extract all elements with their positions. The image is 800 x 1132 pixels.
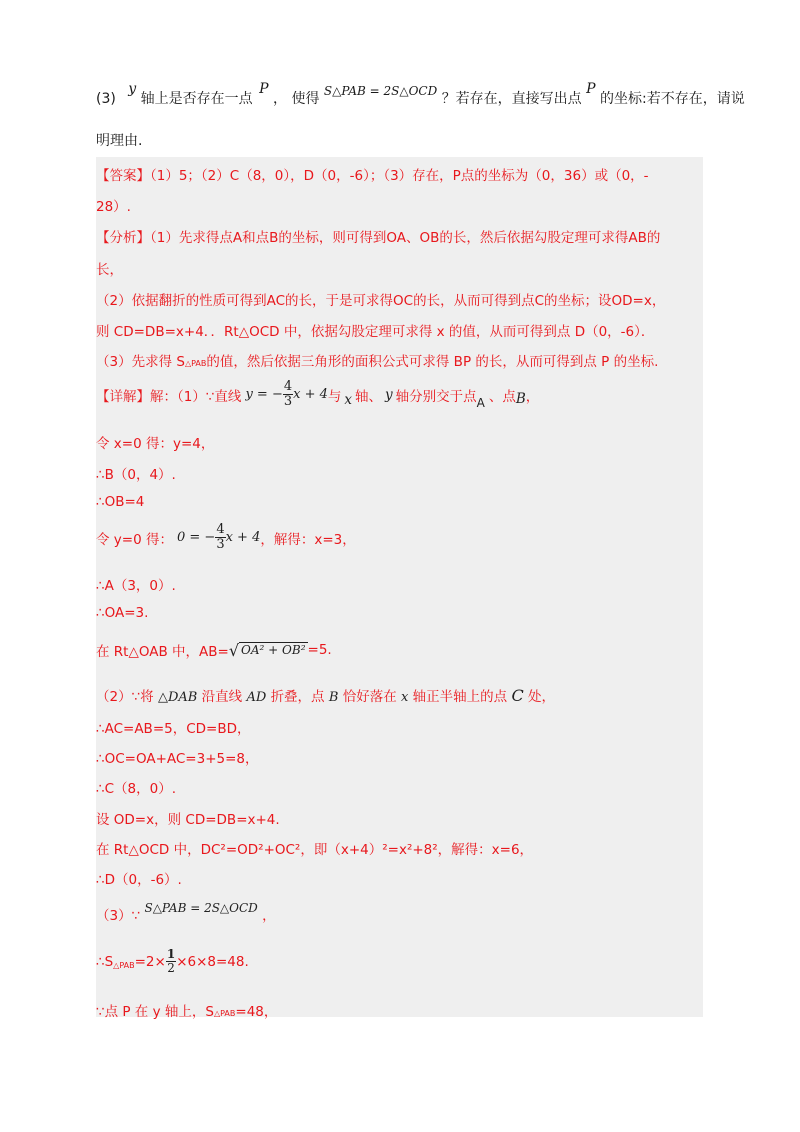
p3-formula: S△PAB = 2S△OCD [144,901,258,915]
detail-line-14: 在 Rt△OCD 中，DC²=OD²+OC²，即（x+4）²=x²+8²，解得：x=6， [96,842,534,858]
detail-line-13: 设 OD=x，则 CD=DB=x+4. [96,812,280,828]
frac-den-2: 3 [216,537,225,552]
detail-line-3: ∴B（0，4）. [96,467,176,483]
eq2-lhs: 0 = − [176,530,216,545]
detail-sep: 、点 [488,388,516,405]
half-den: 2 [167,961,175,975]
question-text-2: ， 使得 [273,91,320,107]
question-number: (3) [96,91,116,107]
analysis-line-5-b: 的值，然后依据三角形的面积公式可求得 BP 的长，从而可得到点 P 的坐标. [206,354,659,370]
p3-b: ， [262,908,276,924]
detail-line-2: 令 x=0 得：y=4， [96,436,215,452]
p2-c: 折叠，点 [270,689,325,705]
detail-line-4: ∴OB=4 [96,494,145,510]
detail-line-8 [96,640,332,660]
detail-line-17 [96,948,249,975]
analysis-line-1: 【分析】（1）先求得点A和点B的坐标，则可得到OA、OB的长，然后依据勾股定理可求得AB的 [96,230,661,246]
s15-b: =48， [235,1004,278,1020]
detail-axis1: 轴、 [355,388,383,405]
sqrt-body: OA² + OB² [241,642,306,657]
half-num: 1 [166,947,176,961]
p2-x: x [401,690,409,705]
s14-sub: △PAB [113,961,135,970]
detail-lead: 【详解】解：（1）∵直线 [96,388,242,405]
point-a: A [476,395,485,410]
question-text-4: 的坐标:若不存在，请说 [600,91,745,107]
p2-ad: AD [246,690,267,705]
detail-with: 与 [327,388,342,405]
s15-sub: △PAB [213,1009,236,1018]
eq1-fraction [283,380,293,409]
detail-line-12: ∴C（8，0）. [96,781,176,797]
var-x: x [344,391,353,408]
eq1-rhs: x + 4 [293,387,328,402]
detail-line-5 [96,523,356,552]
detail-comma: ， [525,388,540,405]
s15-a: ∵点 P 在 y 轴上，S [96,1004,214,1020]
analysis-line-5 [96,350,658,370]
eq2-fraction [215,523,225,552]
analysis-line-2: 长， [96,262,123,278]
p3-a: （3）∵ [96,908,141,924]
p2-d: 恰好落在 [342,689,397,705]
p2-c-point: C [511,686,524,705]
var-y: y [128,81,137,97]
var-p-2: P [586,81,596,97]
question-text-1: 轴上是否存在一点 [140,91,253,107]
frac-num: 4 [283,379,293,394]
detail-line-18 [96,1000,277,1020]
p2-e: 轴正半轴上的点 [412,689,508,705]
detail-line-15: ∴D（0，-6）. [96,872,182,888]
solution-panel [96,157,703,1017]
answer-line-2: 28）. [96,199,131,215]
detail-s7-b: =5. [307,642,332,658]
s14-a: ∴S [96,953,114,970]
p2-b-point: B [328,690,339,705]
detail-line-11: ∴OC=OA+AC=3+5=8， [96,751,259,767]
eq2-rhs: x + 4 [225,530,261,545]
detail-line-1 [96,380,539,409]
question-line-2: 明理由. [96,133,143,149]
half-fraction [166,948,176,975]
s14-c: ×6×8=48. [176,953,249,970]
sqrt-icon: √ [228,640,240,660]
analysis-line-5-sub: △PAB [184,359,207,368]
detail-line-16 [96,901,276,924]
detail-line-10: ∴AC=AB=5，CD=BD， [96,721,251,737]
detail-s7-a: 在 Rt△OAB 中，AB= [96,644,229,660]
p2-f: 处， [528,689,555,705]
frac-num-2: 4 [216,522,225,537]
p2-triangle: △DAB [157,690,198,705]
detail-s4-b: ，解得：x=3， [260,531,356,548]
detail-axis2: 轴分别交于点 [395,388,477,405]
answer-line-1: 【答案】（1）5；（2）C（8，0），D（0，-6）；（3）存在，P点的坐标为（0，36）或（0，- [96,168,649,184]
eq1-lhs: y = − [245,387,283,402]
var-p: P [259,81,269,97]
point-b: B [515,390,526,407]
analysis-line-4: 则 CD=DB=x+4．．Rt△OCD 中，依据勾股定理可求得 x 的值，从而可得到点 D（0，-6）． [96,324,655,340]
frac-den: 3 [283,394,293,409]
detail-line-7: ∴OA=3. [96,605,149,621]
analysis-line-5-a: （3）先求得 S [96,354,185,370]
p2-a: （2）∵将 [96,689,154,705]
detail-s4-a: 令 y=0 得： [96,531,173,548]
detail-line-9 [96,685,555,705]
detail-line-6: ∴A（3，0）. [96,578,176,594]
var-y-2: y [385,386,393,403]
area-formula: S△PAB = 2S△OCD [323,84,438,98]
analysis-line-3: （2）依据翻折的性质可得到AC的长，于是可求得OC的长，从而可得到点C的坐标；设OD=x， [96,293,666,309]
question-text-3: ？若存在，直接写出点 [441,91,582,107]
question-line-1 [96,81,745,108]
p2-b: 沿直线 [201,689,243,705]
s14-b: =2× [134,953,166,970]
